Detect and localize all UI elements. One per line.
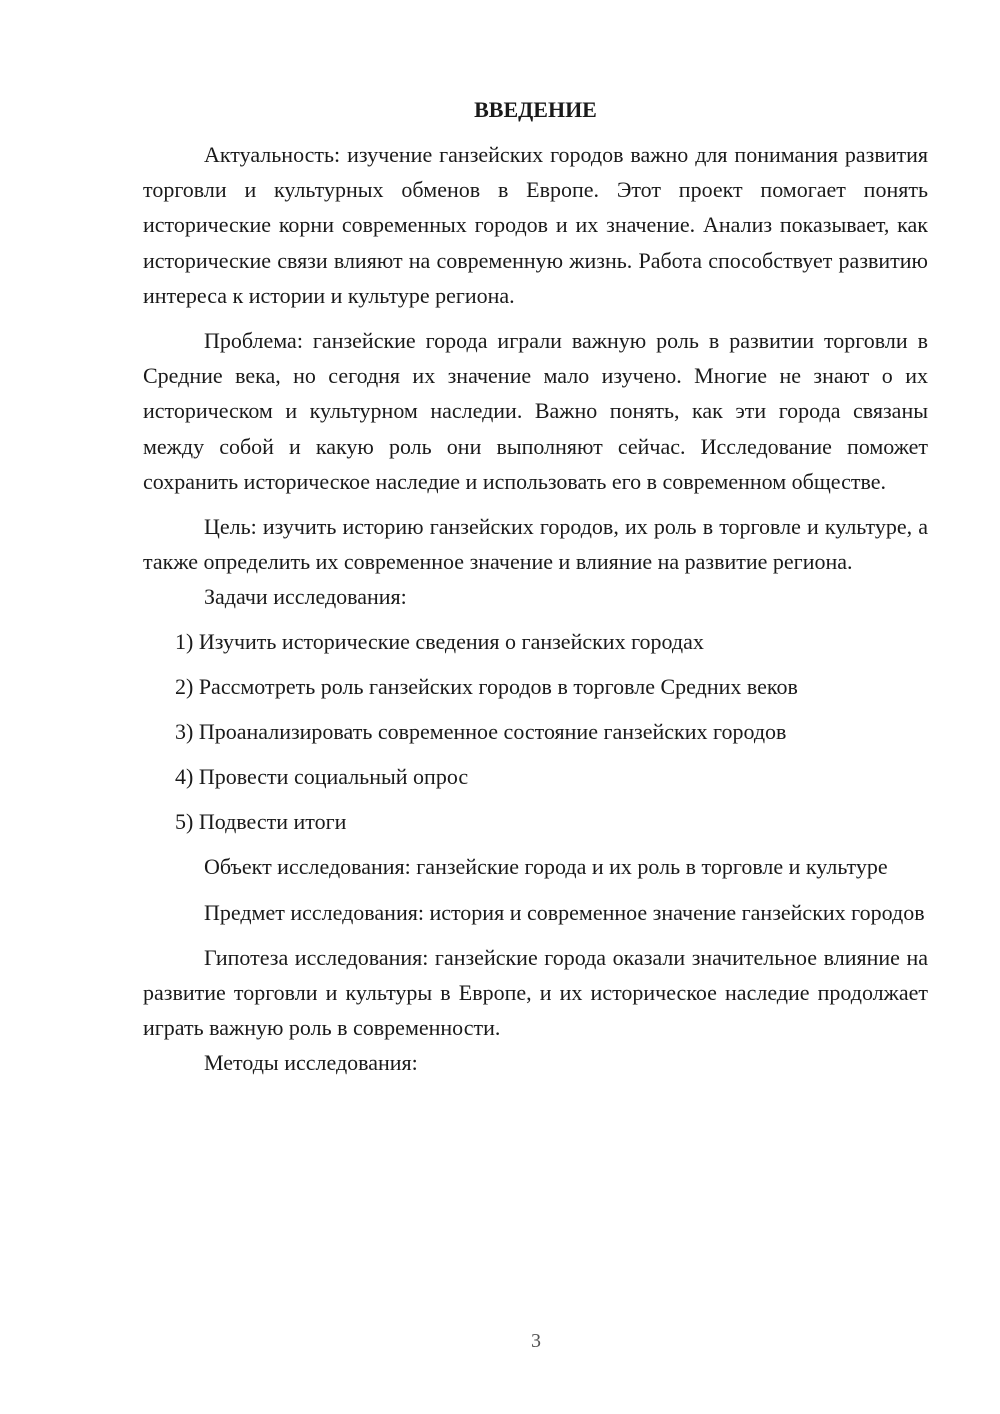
page-title: ВВЕДЕНИЕ	[474, 97, 597, 122]
list-item: 5) Подвести итоги	[175, 809, 347, 835]
page-number: 3	[531, 1330, 541, 1352]
list-item: 2) Рассмотреть роль ганзейских городов в торговле Средних веков	[175, 674, 798, 700]
problem-paragraph: Проблема: ганзейские города играли важную роль в развитии торговли в Средние века, но сегодня их значение мало изучено. Многие не знают о их историческом и культурном наследии. Важно понять, как эти города связаны между собой и какую роль они выполняют сейчас. Исследование поможет сохранить историческое наследие и использовать его в современном обществе.	[143, 328, 928, 494]
methods-heading: Методы исследования:	[204, 1050, 418, 1076]
tasks-list	[143, 624, 928, 839]
subject-paragraph: Предмет исследования: история и современное значение ганзейских городов	[204, 899, 925, 925]
object-paragraph: Объект исследования: ганзейские города и их роль в торговле и культуре	[204, 854, 888, 880]
document-page	[143, 92, 928, 1080]
goal-paragraph: Цель: изучить историю ганзейских городов, их роль в торговле и культуре, а также определить их современное значение и влияние на развитие региона.	[143, 514, 928, 575]
list-item: 4) Провести социальный опрос	[175, 764, 469, 790]
tasks-heading: Задачи исследования:	[204, 584, 407, 610]
relevance-paragraph: Актуальность: изучение ганзейских городов важно для понимания развития торговли и культурных обменов в Европе. Этот проект помогает понять исторические корни современных городов и их значение. Анализ показывает, как исторические связи влияют на современную жизнь. Работа способствует развитию интереса к истории и культуре региона.	[143, 142, 928, 308]
hypothesis-paragraph: Гипотеза исследования: ганзейские города оказали значительное влияние на развитие торговли и культуры в Европе, и их историческое наследие продолжает играть важную роль в современности.	[143, 944, 928, 1041]
list-item: 1) Изучить исторические сведения о ганзейских городах	[175, 629, 704, 655]
list-item: 3) Проанализировать современное состояние ганзейских городов	[175, 719, 787, 745]
